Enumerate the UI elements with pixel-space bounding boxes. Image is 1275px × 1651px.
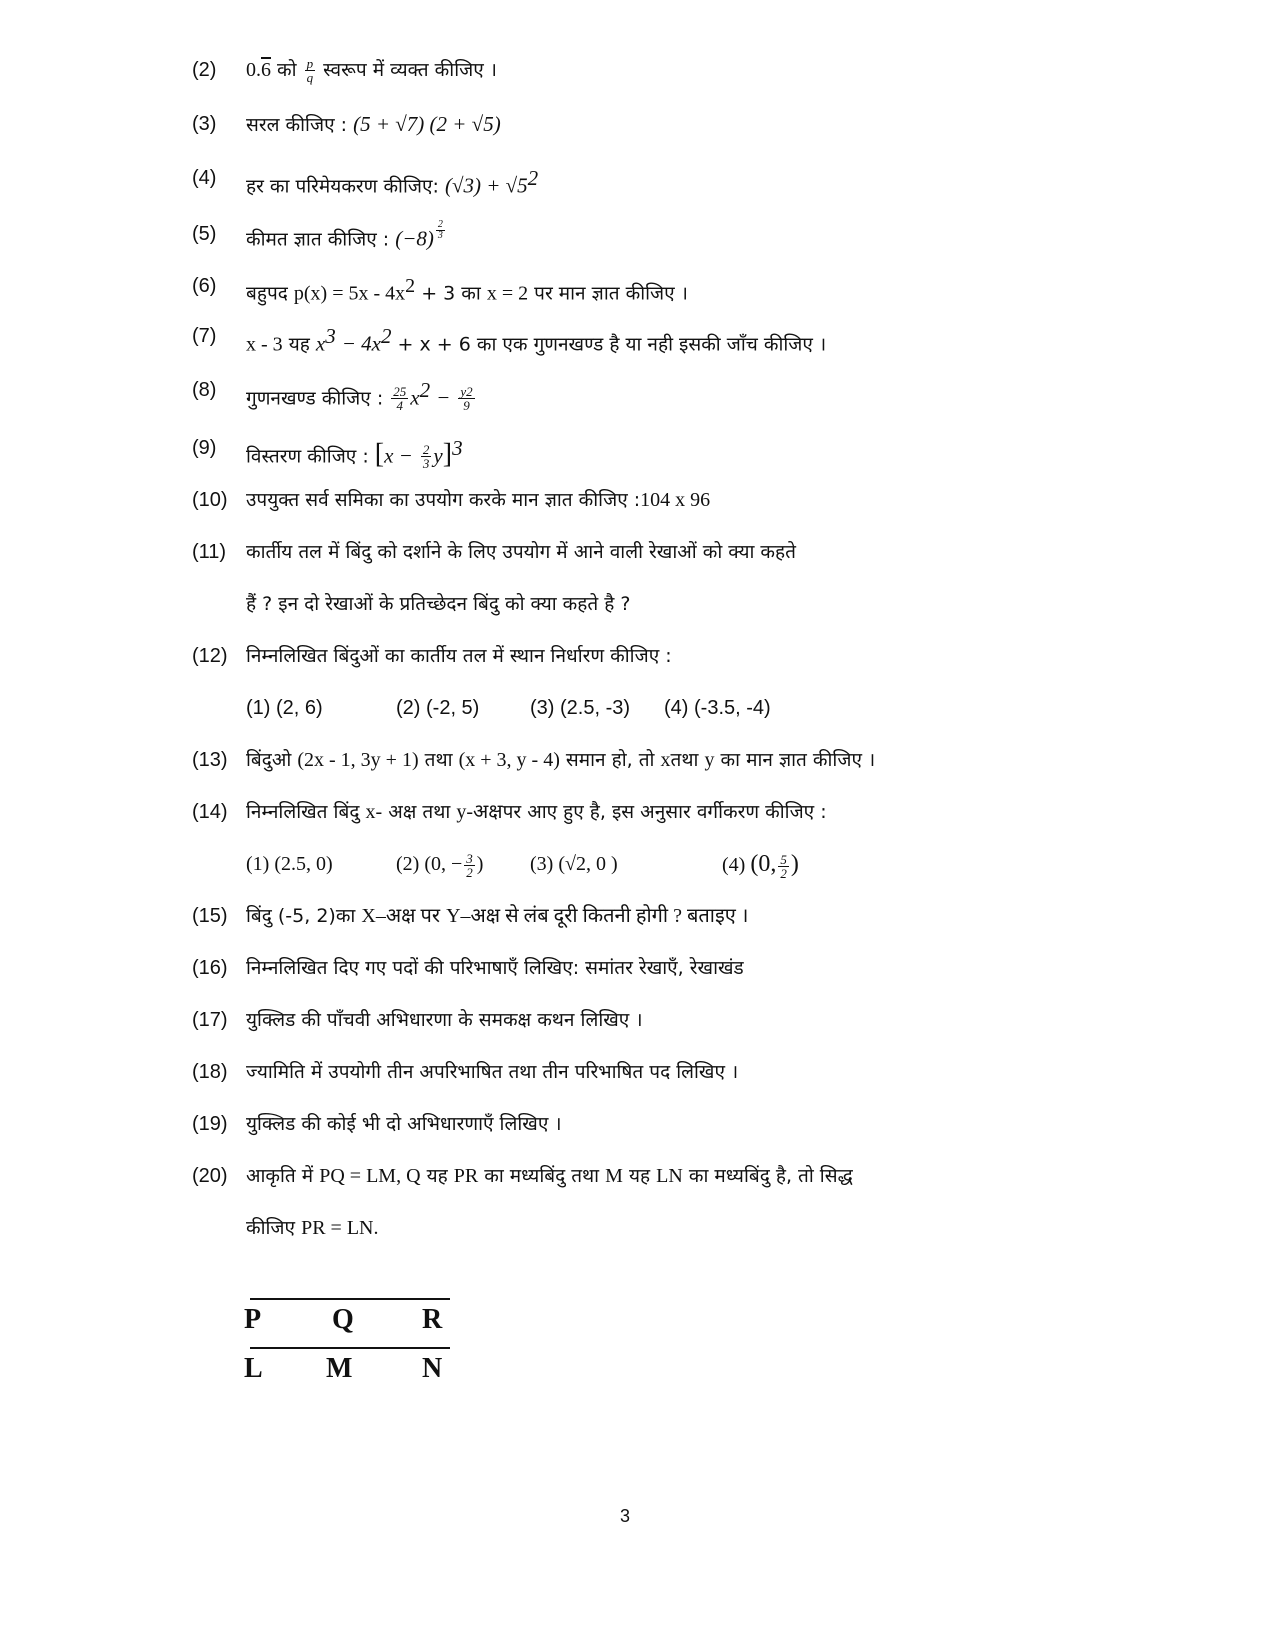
text: पर मान ज्ञात कीजिए ।	[534, 282, 688, 305]
question-number: (19)	[192, 1113, 228, 1135]
question-number: (16)	[192, 957, 228, 979]
numerator: 5	[780, 851, 787, 867]
factor: x - 3	[246, 333, 283, 356]
point: (2x - 1, 3y + 1)	[297, 749, 419, 771]
numerator: 25	[393, 384, 407, 400]
text: (4)	[722, 854, 746, 876]
term: x −	[384, 443, 413, 468]
fraction	[391, 385, 408, 412]
fraction	[421, 443, 432, 470]
text: ज्यामिति में उपयोगी तीन अपरिभाषित तथा तीन परिभाषित पद लिखिए ।	[246, 1061, 739, 1083]
variable: x	[410, 385, 420, 410]
text: का मध्यबिंदु है, तो सिद्ध	[688, 1165, 853, 1187]
numerator: 3	[466, 850, 473, 866]
text: उपयुक्त सर्व समिका का उपयोग करके मान ज्ञात कीजिए :	[246, 489, 641, 511]
option	[396, 850, 483, 879]
numerator: 2	[422, 442, 430, 458]
point-label: R	[422, 1304, 443, 1335]
segment-line	[250, 1347, 450, 1349]
question-number: (13)	[192, 749, 228, 771]
text: LN	[656, 1165, 683, 1187]
question-number: (8)	[192, 379, 217, 401]
text: + 3 का	[421, 282, 481, 305]
question-number: (5)	[192, 223, 217, 245]
text: स्वरूप में व्यक्त कीजिए ।	[323, 59, 497, 81]
variable: x	[660, 749, 671, 771]
left-bracket: [	[374, 438, 385, 470]
denominator: q	[306, 70, 314, 85]
text: तथा	[670, 749, 699, 771]
question-number: (18)	[192, 1061, 228, 1083]
text: तथा	[424, 749, 453, 771]
variable: y	[704, 749, 715, 771]
text: कार्तीय तल में बिंदु को दर्शाने के लिए उपयोग में आने वाली रेखाओं को क्या कहते	[246, 541, 796, 563]
text: कीमत ज्ञात कीजिए :	[246, 228, 390, 251]
text: बहुपद	[246, 282, 288, 305]
question-number: (3)	[192, 113, 217, 135]
point-label: L	[244, 1353, 263, 1384]
option	[722, 850, 799, 880]
text: M	[605, 1165, 623, 1187]
question-11-continued	[246, 590, 630, 618]
math-expression: (−8)	[395, 226, 434, 251]
option: (4) (-3.5, -4)	[664, 697, 771, 719]
decimal: 0.	[246, 59, 261, 81]
math-expression: (5 + √7) (2 + √5)	[353, 112, 501, 136]
text: का मध्यबिंदु तथा	[484, 1165, 600, 1187]
text: युक्लिड की कोई भी दो अभिधारणाएँ लिखिए ।	[246, 1113, 562, 1135]
text: कीजिए	[246, 1217, 296, 1239]
denominator: 3	[422, 456, 430, 472]
question-20-continued	[246, 1214, 379, 1242]
denominator: 3	[437, 230, 443, 241]
exponent: 2	[527, 166, 539, 190]
text: यह	[629, 1165, 651, 1187]
fraction-exponent	[436, 220, 445, 241]
question-number: (20)	[192, 1165, 228, 1187]
term: − 4x	[341, 331, 381, 356]
exponent: 2	[405, 275, 416, 297]
text: सरल कीजिए :	[246, 114, 348, 136]
question-number: (6)	[192, 275, 217, 297]
question-number: (10)	[192, 489, 228, 511]
exponent: 2	[381, 324, 392, 348]
text: बिंदु (-5, 2)का	[246, 905, 356, 927]
exponent: 3	[452, 436, 463, 460]
numerator: 2	[437, 219, 443, 230]
term: x	[315, 331, 326, 356]
exponent: 3	[325, 324, 336, 348]
axis-label: x-	[365, 801, 383, 823]
question-number: (15)	[192, 905, 228, 927]
text: अक्ष तथा	[388, 801, 451, 823]
question-number: (12)	[192, 645, 228, 667]
numerator: p	[306, 56, 314, 71]
segment-pqr	[244, 1298, 450, 1338]
recurring-digit: 6	[261, 59, 271, 81]
segment-line	[250, 1298, 450, 1300]
fraction	[464, 852, 475, 879]
text: PR = LN.	[301, 1217, 379, 1239]
question-number: (2)	[192, 59, 217, 81]
text: गुणनखण्ड कीजिए :	[246, 387, 384, 410]
product: 104 x 96	[640, 489, 711, 511]
text: हैं ? इन दो रेखाओं के प्रतिच्छेदन बिंदु को क्या कहते है ?	[246, 593, 631, 615]
axis-label: y-अक्ष	[456, 801, 503, 823]
question-number: (9)	[192, 437, 217, 459]
point: (x + 3, y - 4)	[458, 749, 560, 771]
text: हर का परिमेयकरण कीजिए:	[246, 175, 439, 198]
text: निम्नलिखित दिए गए पदों की परिभाषाएँ लिखिए: समांतर रेखाएँ, रेखाखंड	[246, 957, 744, 979]
text: )	[790, 851, 799, 877]
text: विस्तरण कीजिए :	[246, 445, 369, 468]
fraction	[778, 853, 789, 880]
option: (3) (2.5, -3)	[530, 697, 631, 719]
text: PR	[453, 1165, 479, 1187]
text: निम्नलिखित बिंदु	[246, 801, 360, 823]
denominator: 2	[466, 864, 473, 880]
text: को	[277, 59, 297, 81]
variable: y	[433, 443, 443, 468]
option: (1) (2.5, 0)	[246, 853, 333, 875]
option: (1) (2, 6)	[246, 697, 323, 719]
text: (2) (0, −	[396, 853, 463, 875]
question-number: (7)	[192, 325, 217, 347]
text: पर आए हुए है, इस अनुसार वर्गीकरण कीजिए :	[502, 801, 827, 823]
option: (2) (-2, 5)	[396, 697, 480, 719]
segment-lmn	[244, 1347, 450, 1387]
exponent: 2	[419, 378, 431, 402]
polynomial: p(x) = 5x - 4x	[293, 282, 406, 305]
text: यह	[288, 333, 310, 356]
text: Y–अक्ष से लंब दूरी कितनी होगी ? बताइए ।	[446, 905, 749, 927]
text: PQ = LM, Q	[319, 1165, 421, 1187]
denominator: 2	[780, 865, 787, 881]
point-label: N	[422, 1353, 443, 1384]
text: आकृति में	[246, 1165, 314, 1187]
text: समान हो, तो	[565, 749, 655, 771]
value: x = 2	[486, 282, 529, 305]
denominator: 4	[396, 398, 404, 414]
text: (0,	[750, 851, 777, 877]
question-number: (4)	[192, 167, 217, 189]
text: )	[476, 853, 484, 875]
text: युक्लिड की पाँचवी अभिधारणा के समकक्ष कथन लिखिए ।	[246, 1009, 643, 1031]
option: (3) (√2, 0 )	[530, 853, 618, 875]
denominator: 9	[463, 398, 470, 414]
text: बिंदुओ	[246, 749, 292, 771]
fraction	[458, 385, 474, 412]
question-number: (17)	[192, 1009, 228, 1031]
point-label: Q	[332, 1304, 354, 1335]
math-expression: (√3) + √5	[444, 173, 528, 198]
text: का मान ज्ञात कीजिए ।	[720, 749, 876, 771]
point-label: M	[326, 1353, 353, 1384]
text: यह	[426, 1165, 448, 1187]
question-number: (11)	[192, 541, 227, 563]
operator: −	[436, 385, 451, 410]
numerator: y2	[460, 384, 473, 400]
p-over-q-fraction	[305, 57, 316, 84]
page-number: 3	[620, 1506, 631, 1526]
point-label: P	[244, 1304, 262, 1335]
right-bracket: ]	[442, 438, 453, 470]
text: + x + 6 का एक गुणनखण्ड है या नही इसकी जाँच कीजिए ।	[397, 333, 827, 356]
text: निम्नलिखित बिंदुओं का कार्तीय तल में स्थान निर्धारण कीजिए :	[246, 645, 672, 667]
text: X–अक्ष पर	[361, 905, 441, 927]
question-number: (14)	[192, 801, 228, 823]
